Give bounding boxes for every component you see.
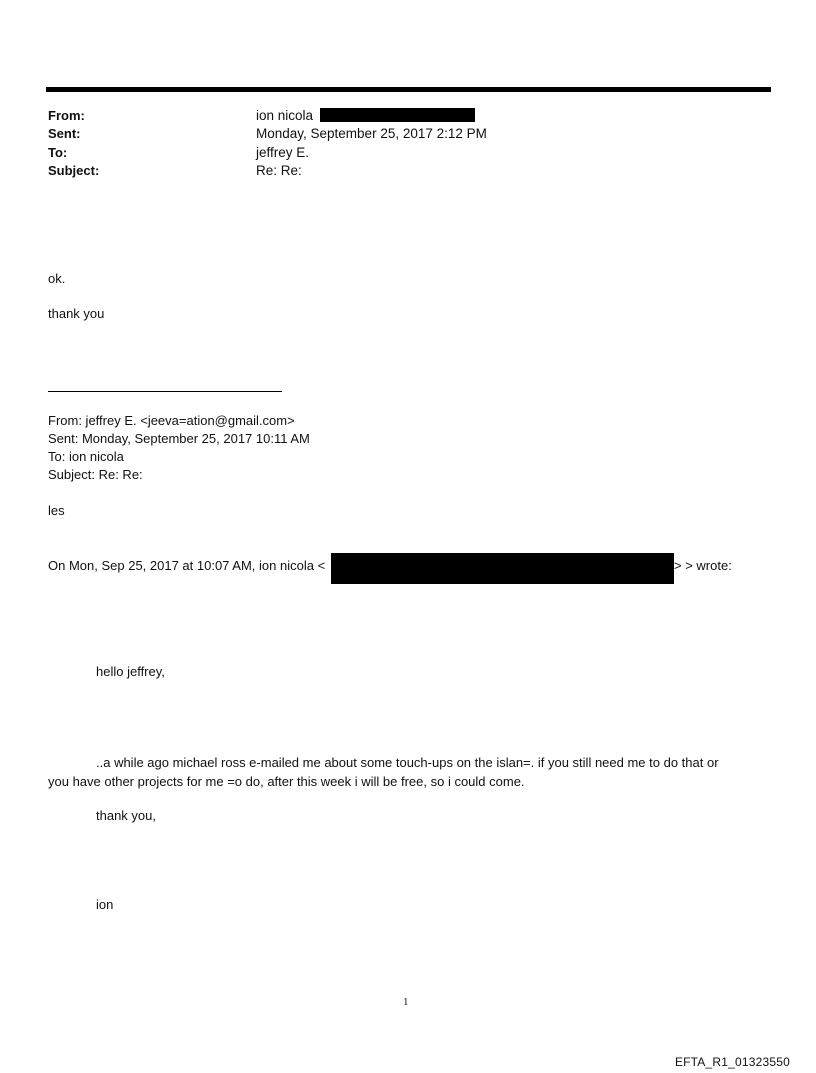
closing: thank you, <box>96 808 156 823</box>
attribution-prefix: On Mon, Sep 25, 2017 at 10:07 AM, ion nicola < <box>48 558 326 573</box>
greeting: hello jeffrey, <box>96 664 165 679</box>
redaction-box <box>331 553 674 584</box>
attribution-suffix: > > wrote: <box>674 558 732 573</box>
from-value: ion nicola <box>256 108 314 123</box>
reply-line-ok: ok. <box>48 271 66 286</box>
document-id: EFTA_R1_01323550 <box>674 1055 790 1069</box>
reply-line-thanks: thank you <box>48 306 105 321</box>
subject-value: Re: Re: <box>256 163 302 178</box>
quoted-from: From: jeffrey E. <jeeva=ation@gmail.com> <box>48 413 295 428</box>
quoted-body: les <box>48 503 65 518</box>
to-value: jeffrey E. <box>256 145 310 160</box>
header-rule <box>46 87 771 92</box>
redaction-box <box>320 108 475 122</box>
paragraph-line-1: ..a while ago michael ross e-mailed me about some touch-ups on the islan=. if you still need me to do that or <box>96 755 719 770</box>
quoted-subject: Subject: Re: Re: <box>48 467 143 482</box>
sent-label: Sent: <box>48 126 81 141</box>
sent-value: Monday, September 25, 2017 2:12 PM <box>256 126 487 141</box>
from-label: From: <box>48 108 85 123</box>
quoted-to: To: ion nicola <box>48 449 124 464</box>
quoted-sent: Sent: Monday, September 25, 2017 10:11 AM <box>48 431 310 446</box>
to-label: To: <box>48 145 68 160</box>
quote-separator <box>48 391 282 392</box>
message-paragraph <box>48 754 768 791</box>
paragraph-line-2: you have other projects for me =o do, after this week i will be free, so i could come. <box>48 773 525 789</box>
subject-label: Subject: <box>48 163 100 178</box>
signature: ion <box>96 897 114 912</box>
page-number: 1 <box>403 996 409 1008</box>
